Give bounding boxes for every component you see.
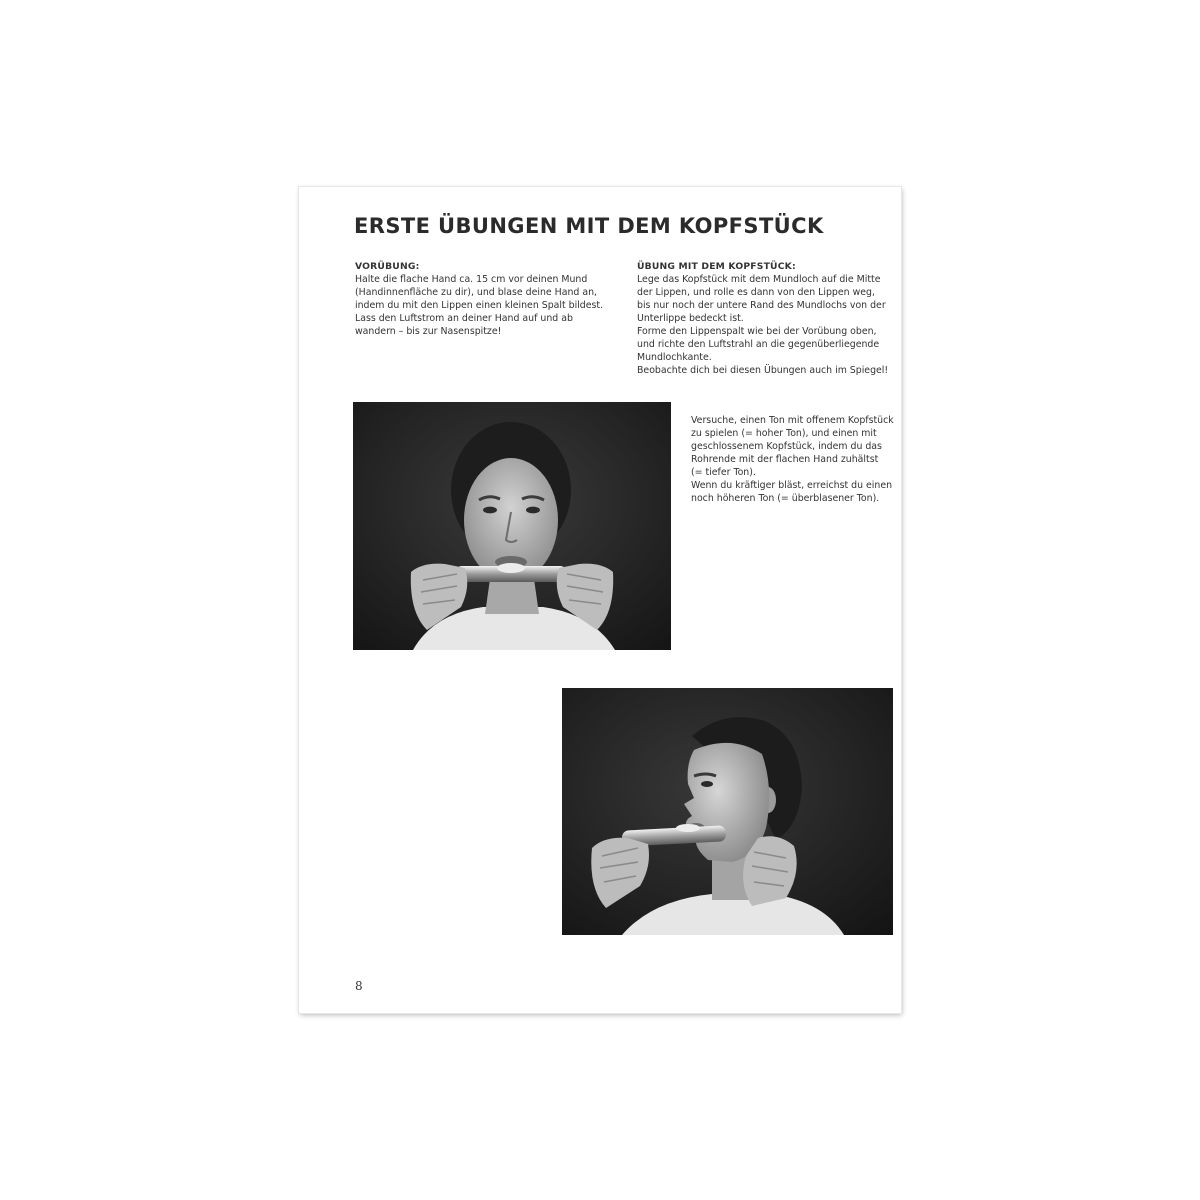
book-page: [299, 187, 901, 1013]
vorubung-line: wandern – bis zur Nasenspitze!: [355, 326, 502, 337]
page-title: ERSTE ÜBUNGEN MIT DEM KOPFSTÜCK: [354, 214, 824, 238]
ubung-line: Mundlochkante.: [637, 352, 712, 363]
photo-front-view: [353, 402, 671, 650]
versuche-line: Versuche, einen Ton mit offenem Kopfstück: [691, 415, 894, 426]
ubung-line: der Lippen, und rolle es dann von den Lippen weg,: [637, 287, 875, 298]
versuche-line: Rohrende mit der flachen Hand zuhältst: [691, 454, 879, 465]
photo-side-view: [562, 688, 893, 935]
versuche-line: geschlossenem Kopfstück, indem du das: [691, 441, 882, 452]
vorubung-section: [355, 260, 625, 338]
vorubung-line: Halte die flache Hand ca. 15 cm vor deinen Mund: [355, 274, 588, 285]
ubung-section: [637, 260, 899, 377]
ubung-line: und richte den Luftstrahl an die gegenüberliegende: [637, 339, 880, 350]
ubung-line: bis nur noch der untere Rand des Mundlochs von der: [637, 300, 886, 311]
vorubung-line: (Handinnenfläche zu dir), und blase deine Hand an,: [355, 287, 598, 298]
vorubung-line: Lass den Luftstrom an deiner Hand auf und ab: [355, 313, 573, 324]
vorubung-line: indem du mit den Lippen einen kleinen Spalt bildest.: [355, 300, 604, 311]
versuche-line: (= tiefer Ton).: [691, 467, 756, 478]
ubung-line: Forme den Lippenspalt wie bei der Vorübung oben,: [637, 326, 877, 337]
versuche-line: Wenn du kräftiger bläst, erreichst du einen: [691, 480, 893, 491]
ubung-line: Unterlippe bedeckt ist.: [637, 313, 744, 324]
ubung-heading: ÜBUNG MIT DEM KOPFSTÜCK:: [637, 261, 796, 272]
versuche-line: noch höheren Ton (= überblasener Ton).: [691, 493, 880, 504]
ubung-line: Lege das Kopfstück mit dem Mundloch auf die Mitte: [637, 274, 881, 285]
versuche-line: zu spielen (= hoher Ton), und einen mit: [691, 428, 877, 439]
versuche-section: [691, 414, 896, 505]
vorubung-heading: VORÜBUNG:: [355, 261, 420, 272]
page-number: 8: [355, 979, 363, 993]
ubung-line: Beobachte dich bei diesen Übungen auch im Spiegel!: [637, 365, 889, 376]
